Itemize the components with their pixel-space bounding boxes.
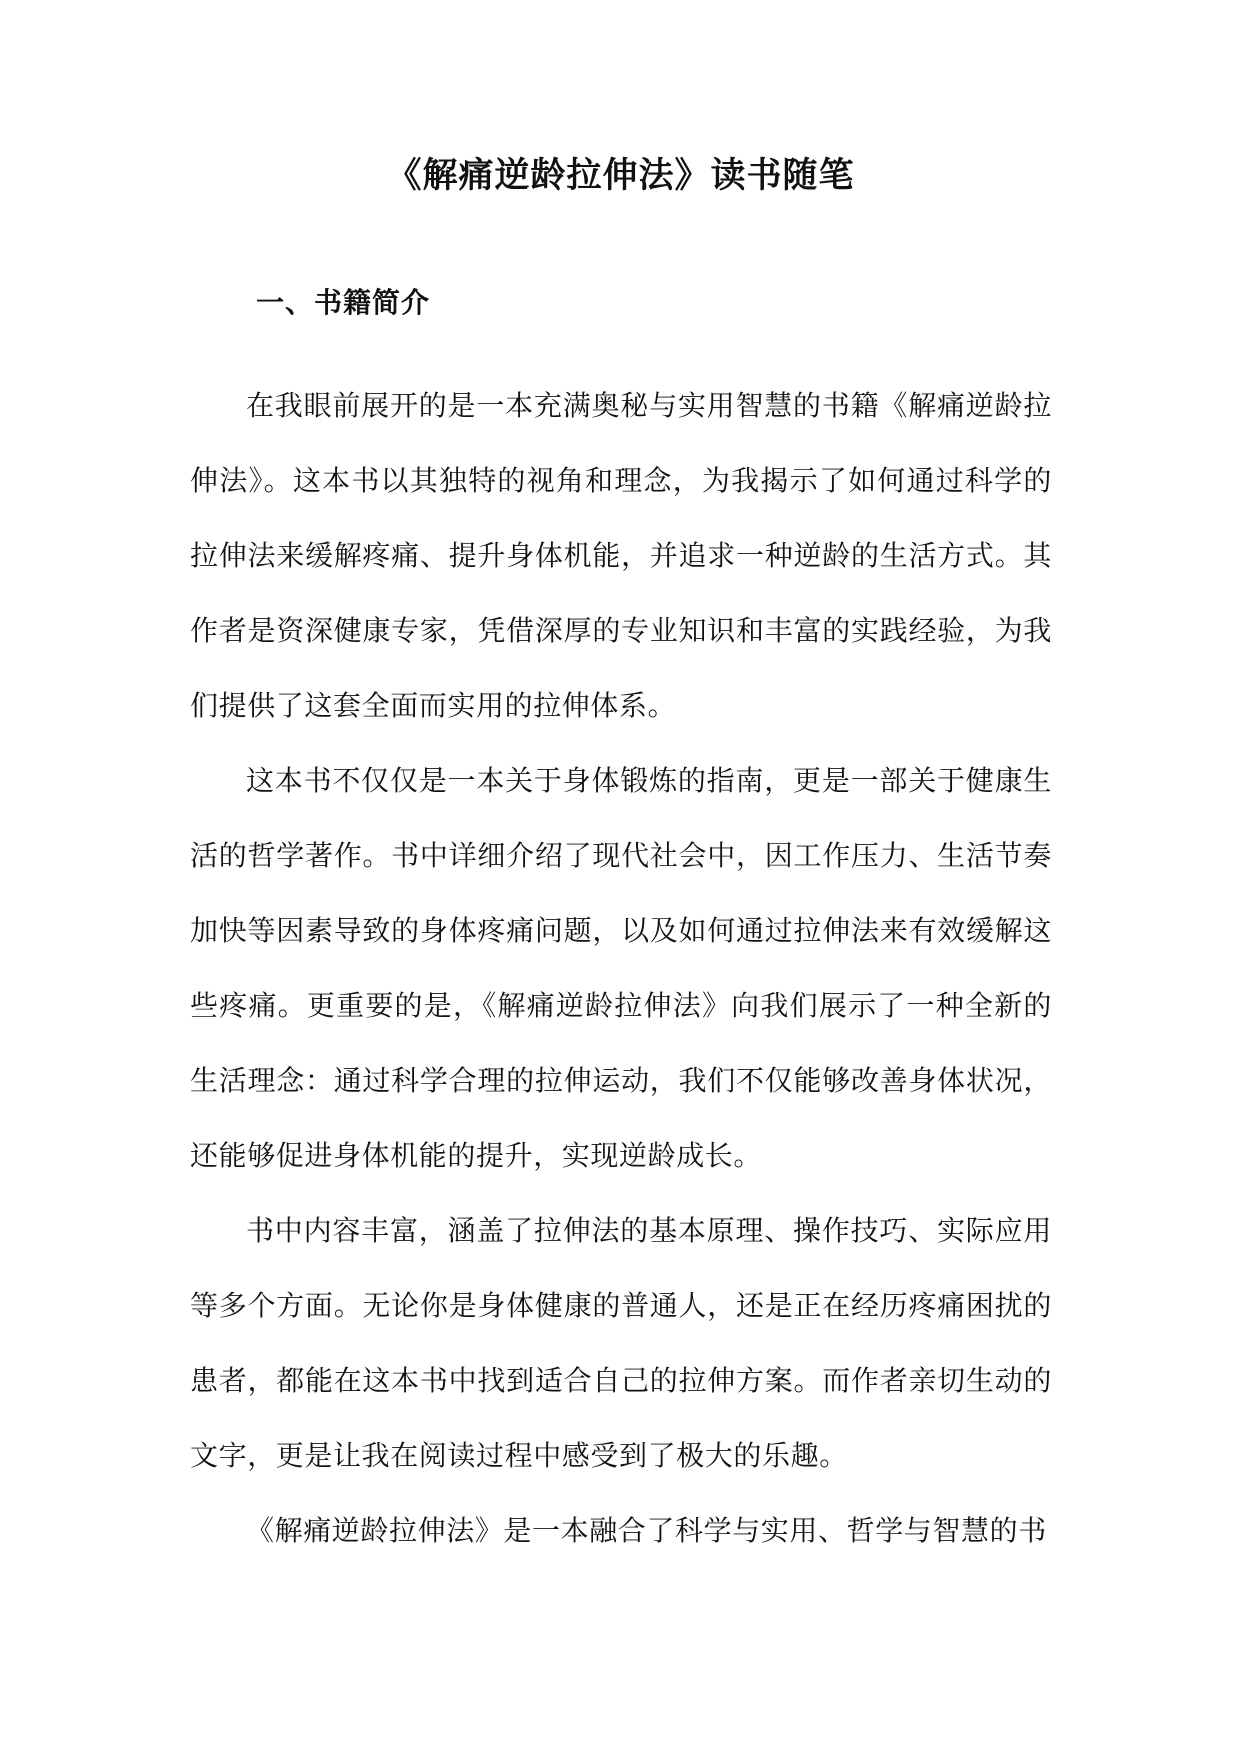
- document-title: 《解痛逆龄拉伸法》读书随笔: [386, 156, 855, 196]
- paragraph: 这本书不仅仅是一本关于身体锻炼的指南，更是一部关于健康生活的哲学著作。书中详细介绍了现代社会中，因工作压力、生活节奏加快等因素导致的身体疼痛问题，以及如何通过拉伸法来有效缓解这些疼痛。更重要的是，《解痛逆龄拉伸法》向我们展示了一种全新的生活理念：通过科学合理的拉伸运动，我们不仅能够改善身体状况，还能够促进身体机能的提升，实现逆龄成长。: [190, 764, 1052, 1172]
- section-heading: 一、书籍简介: [256, 286, 431, 319]
- paragraph: 在我眼前展开的是一本充满奥秘与实用智慧的书籍《解痛逆龄拉伸法》。这本书以其独特的视角和理念，为我揭示了如何通过科学的拉伸法来缓解疼痛、提升身体机能，并追求一种逆龄的生活方式。其作者是资深健康专家，凭借深厚的专业知识和丰富的实践经验，为我们提供了这套全面而实用的拉伸体系。: [190, 389, 1052, 722]
- paragraph: 《解痛逆龄拉伸法》是一本融合了科学与实用、哲学与智慧的书: [246, 1514, 1047, 1547]
- paragraph: 书中内容丰富，涵盖了拉伸法的基本原理、操作技巧、实际应用等多个方面。无论你是身体健康的普通人，还是正在经历疼痛困扰的患者，都能在这本书中找到适合自己的拉伸方案。而作者亲切生动的文字，更是让我在阅读过程中感受到了极大的乐趣。: [190, 1214, 1052, 1472]
- document-body: [190, 368, 1052, 1568]
